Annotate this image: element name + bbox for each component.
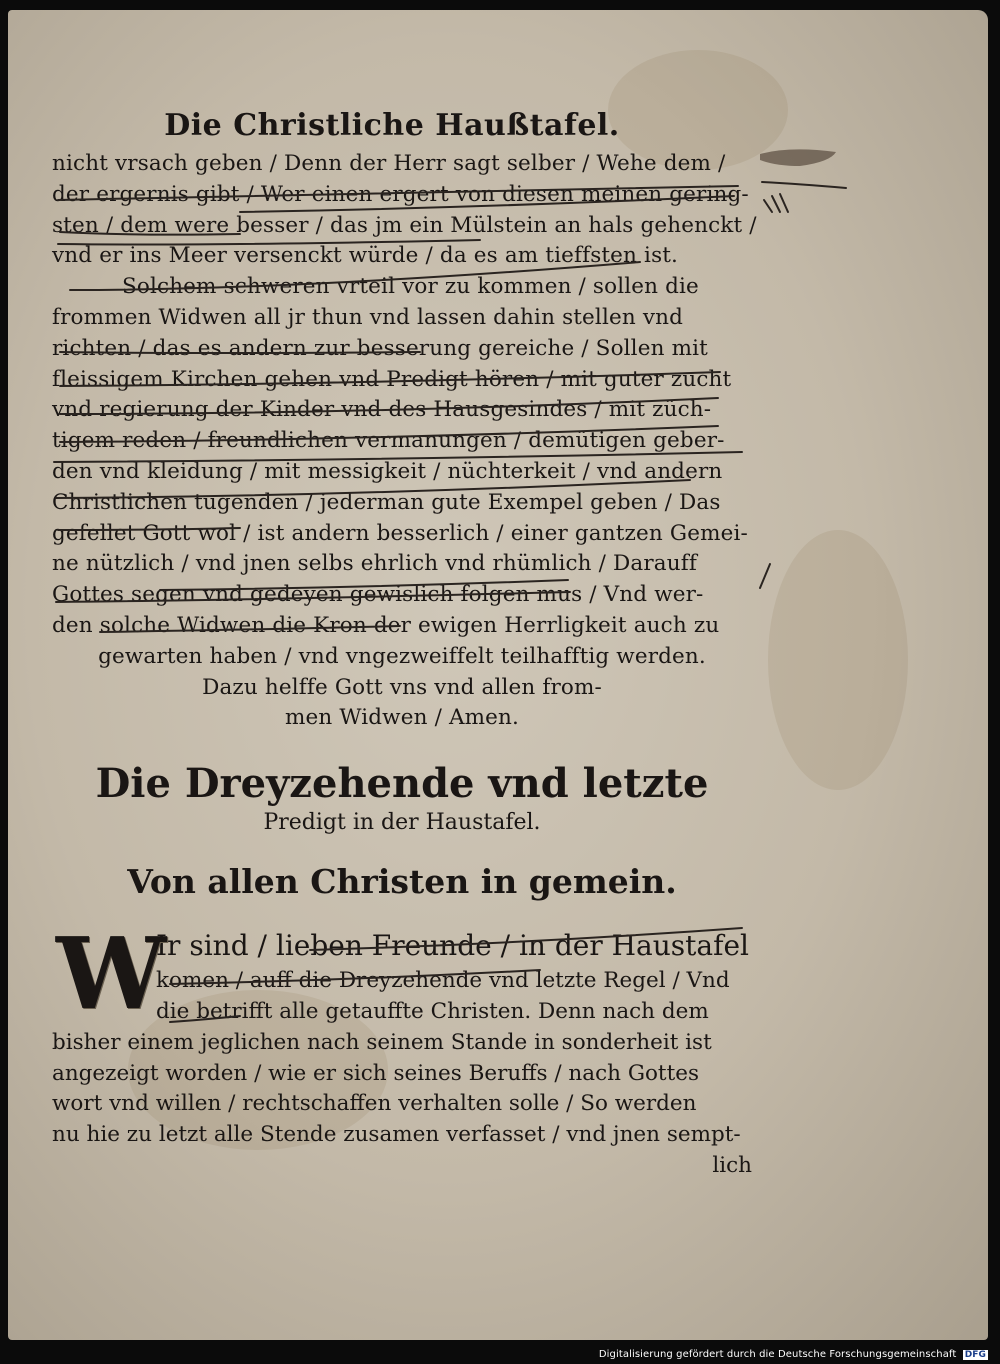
text-line: den vnd kleidung / mit messigkeit / nüchterkeit / vnd andern (52, 458, 723, 484)
paper-stain (768, 530, 908, 790)
text-line: nicht vrsach geben / Denn der Herr sagt selber / Wehe dem / (52, 151, 726, 176)
text-line: gewarten haben / vnd vngezweiffelt teilhafftig werden. (98, 643, 706, 669)
text-line: wort vnd willen / rechtschaffen verhalten solle / So werden (52, 1091, 697, 1117)
text-line: bisher einem jeglichen nach seinem Stande in sonderheit ist (52, 1029, 712, 1055)
text-line: komen / auff die Dreyzehende vnd letzte Regel / Vnd (156, 968, 730, 994)
text-line: tigem reden / freundlichen vermanungen / demütigen geber- (52, 428, 725, 454)
page-text (52, 108, 757, 1182)
text-line: Gottes segen vnd gedeyen gewislich folgen mus / Vnd wer- (52, 582, 704, 608)
text-line: frommen Widwen all jr thun vnd lassen dahin stellen vnd (52, 304, 684, 330)
section-heading: Von allen Christen in gemein. (127, 862, 677, 902)
paragraph-2 (52, 917, 752, 1182)
text-line: den solche Widwen die Kron der ewigen Herrligkeit auch zu (52, 612, 720, 638)
text-line: vnd regierung der Kinder vnd des Hausgesindes / mit züch- (52, 397, 712, 423)
sermon-title: Die Dreyzehende vnd letzte (95, 760, 709, 808)
footer-text: Digitalisierung gefördert durch die Deutsche Forschungsgemeinschaft (598, 1349, 957, 1360)
paragraph-1 (52, 149, 757, 734)
text-line: Dazu helffe Gott vns vnd allen from- (202, 674, 602, 700)
text-line: Solchem schweren vrteil vor zu kommen / sollen die (122, 274, 699, 300)
text-line: men Widwen / Amen. (284, 705, 520, 731)
text-line: sten / dem were besser / das jm ein Mülstein an hals gehenckt / (52, 212, 757, 238)
text-line: Ir sind / lieben Freunde / in der Haustafel (156, 929, 749, 963)
drop-cap: W (56, 917, 167, 1033)
text-line: vnd er ins Meer versenckt würde / da es am tieffsten ist. (52, 243, 679, 269)
digitization-footer (599, 1349, 988, 1360)
text-line: gefellet Gott wol / ist andern besserlich / einer gantzen Gemei- (52, 520, 748, 546)
catchword: lich (712, 1152, 752, 1178)
text-line: nu hie zu letzt alle Stende zusamen verfasset / vnd jnen sempt- (52, 1122, 741, 1148)
sermon-subtitle: Predigt in der Haustafel. (263, 810, 541, 836)
text-line: angezeigt worden / wie er sich seines Beruffs / nach Gottes (52, 1060, 699, 1086)
text-line: fleissigem Kirchen gehen vnd Predigt hören / mit guter zucht (52, 366, 732, 392)
text-line: der ergernis gibt / Wer einen ergert von diesen meinen gering- (52, 181, 749, 207)
text-line: Christlichen tugenden / jederman gute Exempel geben / Das (52, 489, 721, 515)
text-line: ne nützlich / vnd jnen selbs ehrlich vnd rhümlich / Darauff (52, 551, 697, 577)
dfg-logo: DFG (964, 1350, 986, 1360)
text-line: die betrifft alle getauffte Christen. Denn nach dem (156, 998, 709, 1024)
text-line: richten / das es andern zur besserung gereiche / Sollen mit (52, 335, 708, 361)
running-head: Die Christliche Haußtafel. (164, 108, 620, 143)
